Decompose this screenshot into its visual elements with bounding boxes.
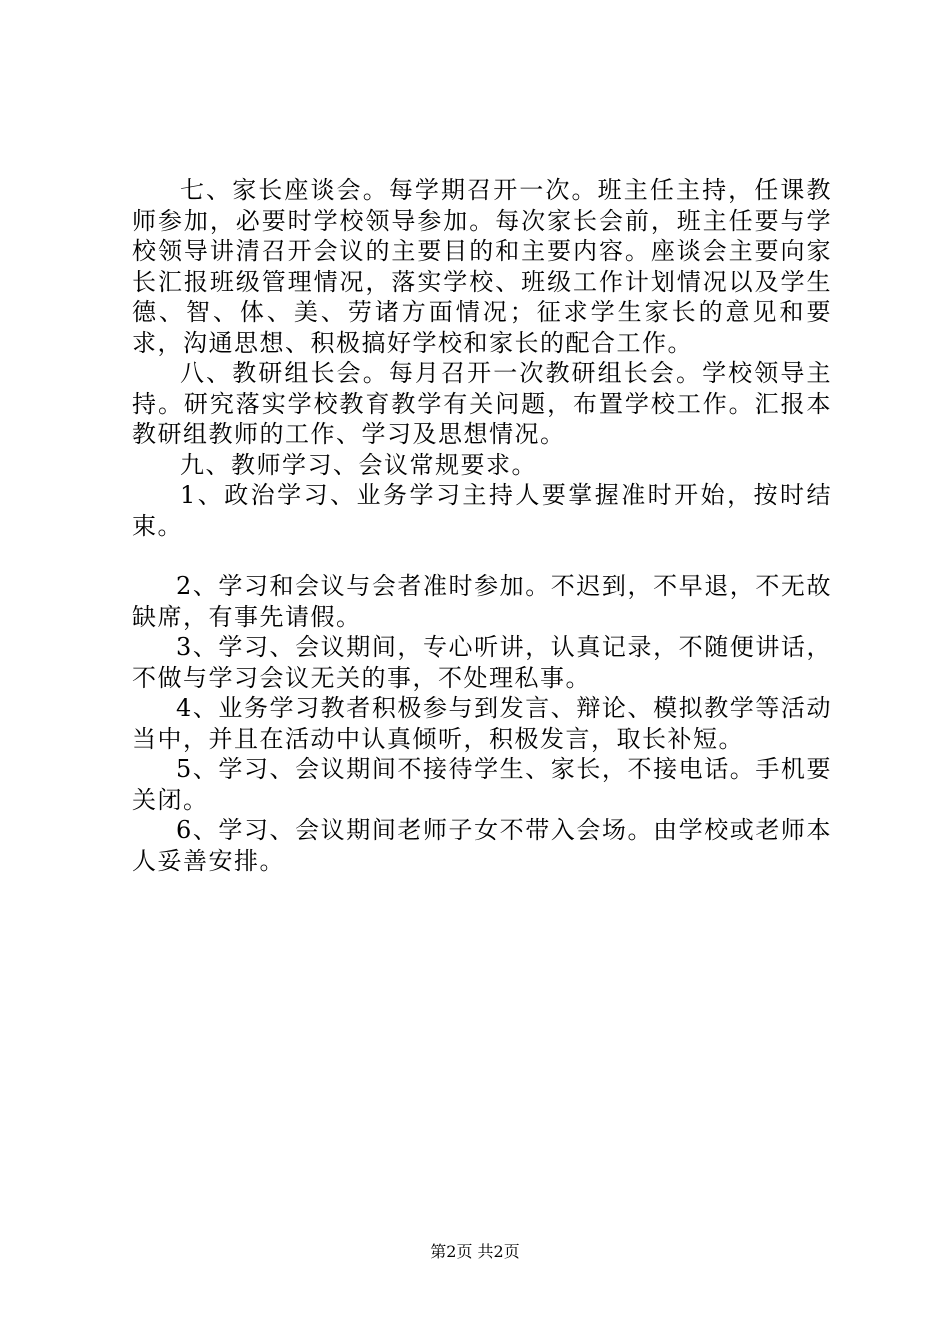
paragraph-item-2: 2、学习和会议与会者准时参加。不迟到，不早退，不无故缺席，有事先请假。	[132, 572, 832, 631]
paragraph-parent-meeting: 七、家长座谈会。每学期召开一次。班主任主持，任课教师参加，必要时学校领导参加。每次家长会前，班主任要与学校领导讲清召开会议的主要目的和主要内容。座谈会主要向家长汇报班级管理情况，落实学校、班级工作计划情况以及学生德、智、体、美、劳诸方面情况；征求学生家长的意见和要求，沟通思想、积极搞好学校和家长的配合工作。	[132, 176, 832, 357]
paragraph-item-5: 5、学习、会议期间不接待学生、家长，不接电话。手机要关闭。	[132, 755, 832, 814]
paragraph-research-group-meeting: 八、教研组长会。每月召开一次教研组长会。学校领导主持。研究落实学校教育教学有关问题，布置学校工作。汇报本教研组教师的工作、学习及思想情况。	[132, 359, 832, 448]
page-number-footer: 第2页 共2页	[430, 1242, 520, 1261]
document-body	[132, 175, 832, 876]
paragraph-item-6: 6、学习、会议期间老师子女不带入会场。由学校或老师本人妥善安排。	[132, 816, 832, 875]
paragraph-item-4: 4、业务学习教者积极参与到发言、辩论、模拟教学等活动当中，并且在活动中认真倾听，积极发言，取长补短。	[132, 694, 832, 753]
paragraph-teacher-study-requirements: 九、教师学习、会议常规要求。	[180, 450, 537, 479]
paragraph-item-3: 3、学习、会议期间，专心听讲，认真记录，不随便讲话，不做与学习会议无关的事，不处理私事。	[132, 633, 832, 692]
paragraph-item-1: 1、政治学习、业务学习主持人要掌握准时开始，按时结束。	[132, 481, 832, 540]
